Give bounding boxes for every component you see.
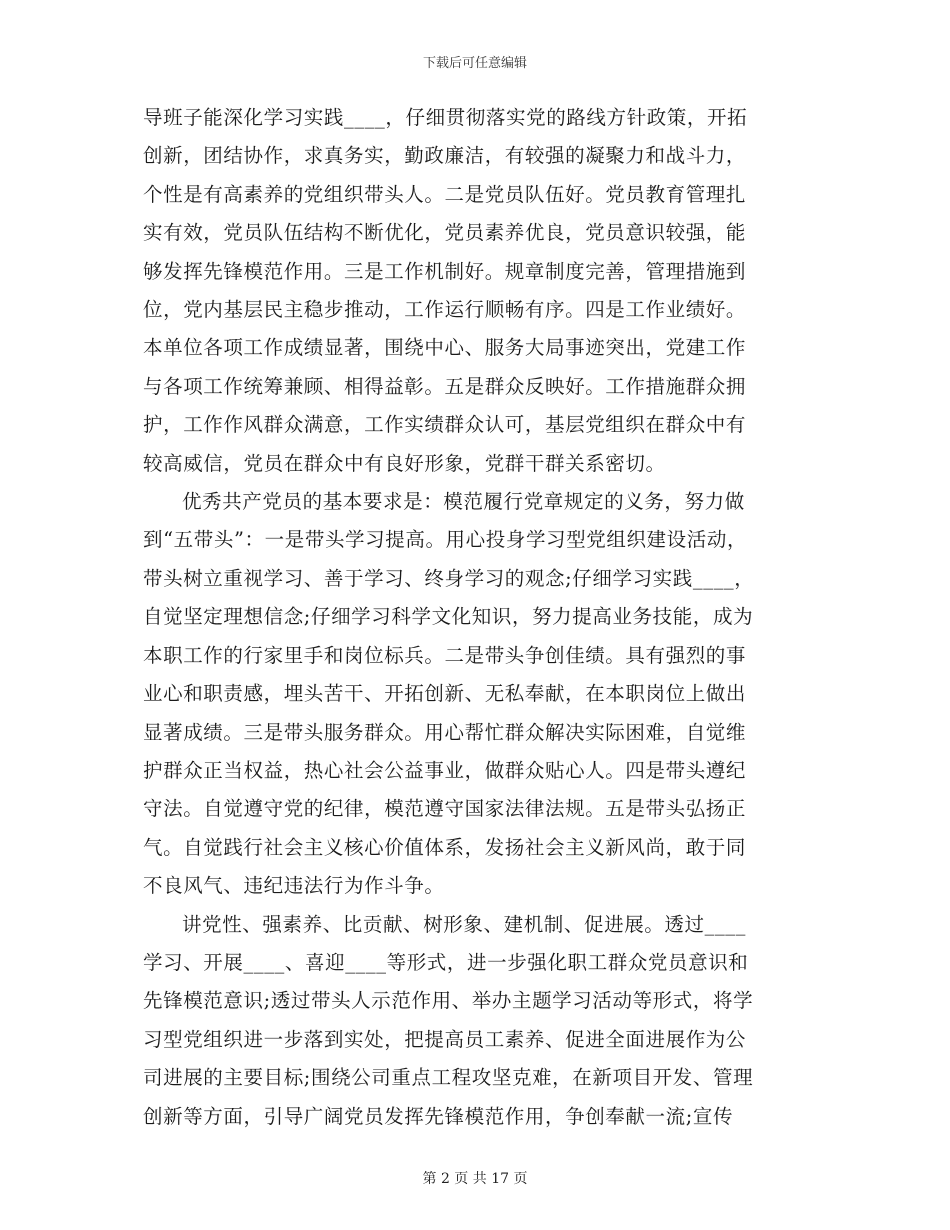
- paragraph-activities: [143, 906, 807, 1136]
- document-body: [143, 99, 807, 1136]
- text-line: 习型党组织进一步落到实处，把提高员工素养、促进全面进展作为公: [143, 1027, 747, 1051]
- page-number: 第 2 页 共 17 页: [422, 1171, 528, 1187]
- text-line: 创新等方面，引导广阔党员发挥先锋模范作用，争创奉献一流;宣传: [143, 1104, 734, 1128]
- paragraph-party-member-requirements: [143, 483, 807, 905]
- text-line: 司进展的主要目标;围绕公司重点工程攻坚克难，在新项目开发、管理: [143, 1066, 754, 1090]
- text-line: 到“五带头”：一是带头学习提高。用心投身学习型党组织建设活动，: [143, 528, 748, 552]
- paragraph-party-org-standards: [143, 99, 807, 483]
- text-line: 学习、开展____、喜迎____等形式，进一步强化职工群众党员意识和: [143, 950, 749, 974]
- text-line: 导班子能深化学习实践____，仔细贯彻落实党的路线方针政策，开拓: [143, 106, 748, 129]
- text-line: 守法。自觉遵守党的纪律，模范遵守国家法律法规。五是带头弘扬正: [143, 797, 747, 821]
- text-line: 本单位各项工作成绩显著，围绕中心、服务大局事迹突出，党建工作: [143, 336, 747, 360]
- text-line: 讲党性、强素养、比贡献、树形象、建机制、促进展。透过____: [182, 912, 747, 936]
- text-line: 实有效，党员队伍结构不断优化，党员素养优良，党员意识较强，能: [143, 221, 747, 245]
- text-line: 优秀共产党员的基本要求是：模范履行党章规定的义务，努力做: [182, 490, 745, 514]
- text-line: 先锋模范意识;透过带头人示范作用、举办主题学习活动等形式，将学: [143, 989, 754, 1013]
- text-line: 位，党内基层民主稳步推动，工作运行顺畅有序。四是工作业绩好。: [143, 298, 747, 322]
- text-line: 自觉坚定理想信念;仔细学习科学文化知识，努力提高业务技能，成为: [143, 605, 754, 629]
- page-header: 下载后可任意编辑: [422, 56, 527, 71]
- text-line: 护群众正当权益，热心社会公益事业，做群众贴心人。四是带头遵纪: [143, 758, 747, 782]
- text-line: 创新，团结协作，求真务实，勤政廉洁，有较强的凝聚力和战斗力，: [143, 144, 747, 168]
- text-line: 护，工作作风群众满意，工作实绩群众认可，基层党组织在群众中有: [143, 413, 747, 437]
- text-line: 业心和职责感，埋头苦干、开拓创新、无私奉献，在本职岗位上做出: [143, 682, 747, 706]
- text-line: 气。自觉践行社会主义核心价值体系，发扬社会主义新风尚，敢于同: [143, 835, 747, 859]
- text-line: 不良风气、违纪违法行为作斗争。: [143, 874, 445, 898]
- text-line: 个性是有高素养的党组织带头人。二是党员队伍好。党员教育管理扎: [143, 182, 747, 206]
- text-line: 较高威信，党员在群众中有良好形象，党群干群关系密切。: [143, 451, 666, 475]
- text-line: 显著成绩。三是带头服务群众。用心帮忙群众解决实际困难，自觉维: [143, 720, 747, 744]
- text-line: 够发挥先锋模范作用。三是工作机制好。规章制度完善，管理措施到: [143, 259, 747, 283]
- text-line: 与各项工作统筹兼顾、相得益彰。五是群众反映好。工作措施群众拥: [143, 374, 747, 398]
- text-line: 本职工作的行家里手和岗位标兵。二是带头争创佳绩。具有强烈的事: [143, 643, 747, 667]
- text-line: 带头树立重视学习、善于学习、终身学习的观念;仔细学习实践____，: [143, 566, 755, 590]
